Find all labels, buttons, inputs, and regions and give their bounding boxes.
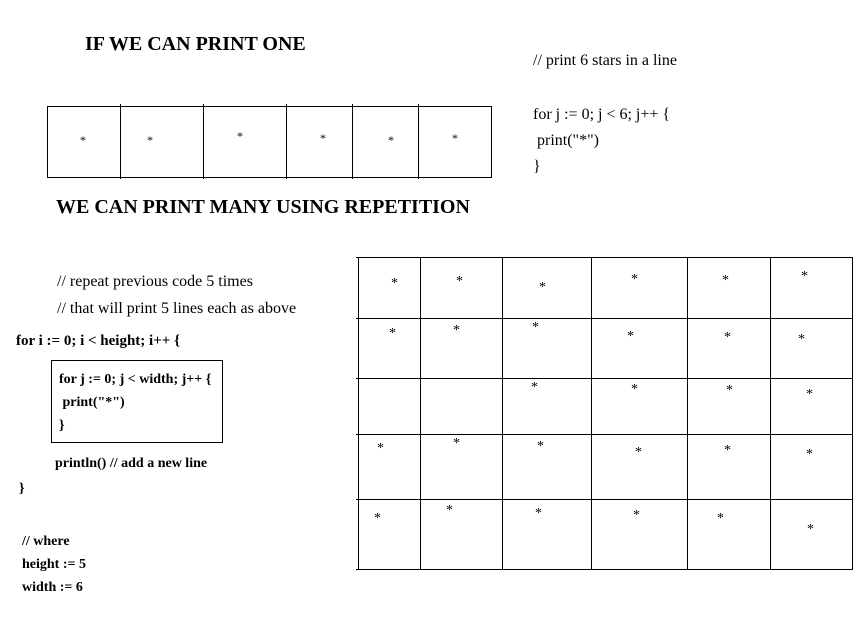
star: * [237,129,243,143]
code-close: } [533,158,541,175]
grid-row-line [356,569,853,570]
grid-row-line [356,318,853,319]
row-divider [286,104,287,179]
star: * [147,133,153,147]
row-divider [418,104,419,179]
title-print-one: IF WE CAN PRINT ONE [85,33,306,55]
code-print: print("*") [533,132,599,149]
row-border-bottom [47,177,492,178]
star: * [717,511,724,526]
row-divider [203,104,204,179]
star: * [389,326,396,341]
star: * [798,332,805,347]
star: * [377,441,384,456]
title-print-many: WE CAN PRINT MANY USING REPETITION [56,196,470,218]
grid-column-line [420,257,421,570]
star: * [388,133,394,147]
outer-close: } [19,481,25,496]
star: * [633,508,640,523]
star: * [627,329,634,344]
star: * [631,382,638,397]
grid-column-line [687,257,688,570]
row-border-top [47,106,492,107]
star: * [726,383,733,398]
grid-column-line [852,257,853,570]
star: * [801,269,808,284]
star: * [631,272,638,287]
star: * [532,320,539,335]
star: * [80,133,86,147]
star: * [806,387,813,402]
row-divider [120,104,121,179]
row-divider [491,106,492,178]
grid-column-line [591,257,592,570]
grid-row-line [356,499,853,500]
grid-column-line [770,257,771,570]
star: * [806,447,813,462]
width-value: width := 6 [22,580,83,595]
star: * [537,439,544,454]
inner-close: } [59,418,65,433]
height-value: height := 5 [22,557,86,572]
comment-five-lines: // that will print 5 lines each as above [57,300,297,317]
star: * [391,276,398,291]
star: * [807,522,814,537]
grid-column-line [358,257,359,570]
row-divider [47,106,48,178]
outer-loop: for i := 0; i < height; i++ { [16,333,180,349]
star: * [446,503,453,518]
inner-loop: for j := 0; j < width; j++ { [59,372,212,387]
grid-column-line [502,257,503,570]
println-line: println() // add a new line [55,456,208,471]
inner-print: print("*") [59,395,125,410]
star: * [452,131,458,145]
grid-row-line [356,378,853,379]
star: * [456,274,463,289]
star: * [722,273,729,288]
grid-row-line [356,257,853,258]
grid-row-line [356,434,853,435]
star: * [453,436,460,451]
star: * [724,443,731,458]
star: * [635,445,642,460]
star: * [724,330,731,345]
comment-repeat: // repeat previous code 5 times [57,273,253,290]
star: * [539,280,546,295]
star: * [531,380,538,395]
code-loop: for j := 0; j < 6; j++ { [533,106,671,123]
star: * [453,323,460,338]
star: * [535,506,542,521]
star: * [374,511,381,526]
where-comment: // where [22,534,70,549]
comment-six-stars: // print 6 stars in a line [533,52,677,69]
row-divider [352,104,353,179]
star: * [320,131,326,145]
